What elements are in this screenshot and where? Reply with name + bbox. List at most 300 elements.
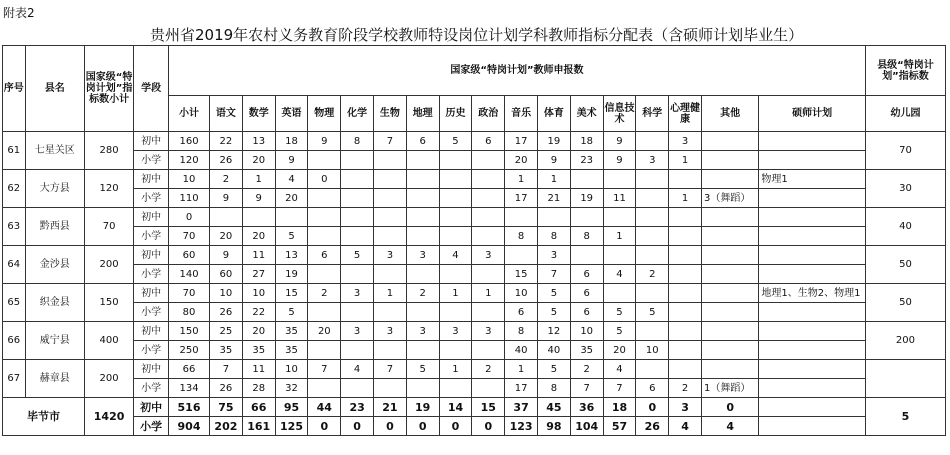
row-cell: 32	[275, 379, 308, 398]
row-cell: 22	[242, 303, 275, 322]
row-cell: 21	[537, 189, 570, 208]
total-cell: 4	[701, 417, 758, 436]
row-cell: 3	[636, 151, 669, 170]
header-subject: 政治	[472, 96, 505, 132]
row-cell: 3	[341, 284, 374, 303]
row-cell: 5	[603, 322, 636, 341]
header-subject: 心理健康	[669, 96, 702, 132]
row-cell: 8	[570, 227, 603, 246]
row-cell	[406, 303, 439, 322]
row-cell: 35	[570, 341, 603, 360]
table-title: 贵州省2019年农村义务教育阶段学校教师特设岗位计划学科教师指标分配表（含硕师计划毕业生）	[150, 26, 804, 44]
row-cell: 26	[210, 379, 243, 398]
row-cell	[669, 170, 702, 189]
table-row	[3, 265, 946, 284]
row-cell: 4	[439, 246, 472, 265]
total-cell: 0	[308, 417, 341, 436]
row-cell: 40	[505, 341, 538, 360]
row-cell: 1	[505, 360, 538, 379]
row-cell: 9	[210, 189, 243, 208]
row-cell: 11	[603, 189, 636, 208]
total-cell: 14	[439, 398, 472, 417]
total-cell: 904	[169, 417, 210, 436]
appendix-note: 附表2	[3, 6, 35, 20]
total-cell: 104	[570, 417, 603, 436]
total-name: 毕节市	[3, 398, 85, 436]
header-subject: 科学	[636, 96, 669, 132]
row-kindergarten: 50	[865, 246, 945, 284]
row-cell: 10	[505, 284, 538, 303]
row-cell: 250	[169, 341, 210, 360]
row-cell: 6	[472, 132, 505, 151]
row-cell	[570, 246, 603, 265]
row-cell: 1	[439, 360, 472, 379]
row-cell	[439, 227, 472, 246]
row-cell: 9	[242, 189, 275, 208]
row-cell	[439, 151, 472, 170]
total-cell: 23	[341, 398, 374, 417]
row-cell: 7	[210, 360, 243, 379]
total-cell: 26	[636, 417, 669, 436]
row-stage: 初中	[134, 208, 169, 227]
row-stage: 小学	[134, 189, 169, 208]
header-subject: 信息技术	[603, 96, 636, 132]
total-quota: 1420	[84, 398, 133, 436]
table-row	[3, 189, 946, 208]
total-stage: 小学	[134, 417, 169, 436]
row-cell: 5	[406, 360, 439, 379]
row-cell: 2	[636, 265, 669, 284]
row-cell	[759, 246, 866, 265]
row-seq: 67	[3, 360, 26, 398]
row-cell	[701, 151, 758, 170]
row-cell	[603, 284, 636, 303]
row-cell	[472, 189, 505, 208]
total-cell: 0	[636, 398, 669, 417]
row-cell: 8	[505, 227, 538, 246]
row-cell	[636, 246, 669, 265]
row-stage: 初中	[134, 360, 169, 379]
header-subject: 体育	[537, 96, 570, 132]
total-cell: 0	[406, 417, 439, 436]
row-cell	[374, 265, 407, 284]
row-cell	[374, 208, 407, 227]
row-stage: 小学	[134, 227, 169, 246]
row-cell: 20	[308, 322, 341, 341]
header-subject: 其他	[701, 96, 758, 132]
total-cell	[759, 417, 866, 436]
row-county-name: 织金县	[25, 284, 84, 322]
row-cell: 22	[210, 132, 243, 151]
row-cell	[669, 284, 702, 303]
row-cell	[701, 246, 758, 265]
header-subject: 生物	[374, 96, 407, 132]
row-cell	[636, 170, 669, 189]
header-county: 县名	[25, 46, 84, 132]
row-cell: 5	[537, 360, 570, 379]
table-row	[3, 303, 946, 322]
total-row	[3, 417, 946, 436]
row-cell: 10	[210, 284, 243, 303]
row-cell	[374, 170, 407, 189]
total-cell: 37	[505, 398, 538, 417]
row-cell: 1（舞蹈）	[701, 379, 758, 398]
row-cell	[406, 227, 439, 246]
row-stage: 初中	[134, 246, 169, 265]
row-quota: 120	[84, 170, 133, 208]
row-cell: 6	[636, 379, 669, 398]
row-cell: 0	[169, 208, 210, 227]
table-row	[3, 208, 946, 227]
row-cell: 35	[242, 341, 275, 360]
row-cell	[603, 170, 636, 189]
row-cell	[472, 170, 505, 189]
row-cell: 15	[505, 265, 538, 284]
row-cell: 3	[537, 246, 570, 265]
row-cell	[341, 151, 374, 170]
row-cell: 18	[570, 132, 603, 151]
row-cell	[472, 265, 505, 284]
row-cell	[759, 227, 866, 246]
row-cell	[242, 208, 275, 227]
row-cell: 6	[406, 132, 439, 151]
row-seq: 66	[3, 322, 26, 360]
row-seq: 63	[3, 208, 26, 246]
row-cell: 40	[537, 341, 570, 360]
row-cell: 5	[603, 303, 636, 322]
header-subject: 数学	[242, 96, 275, 132]
row-cell: 3（舞蹈）	[701, 189, 758, 208]
row-cell: 3	[439, 322, 472, 341]
row-cell: 19	[570, 189, 603, 208]
row-cell: 3	[406, 322, 439, 341]
row-cell: 35	[275, 322, 308, 341]
row-cell	[439, 265, 472, 284]
header-stage: 学段	[134, 46, 169, 132]
row-cell: 5	[636, 303, 669, 322]
row-cell: 1	[439, 284, 472, 303]
row-cell: 110	[169, 189, 210, 208]
quota-table	[2, 45, 946, 436]
row-cell	[374, 151, 407, 170]
row-cell	[308, 208, 341, 227]
row-cell: 2	[308, 284, 341, 303]
row-cell	[701, 170, 758, 189]
header-subject: 英语	[275, 96, 308, 132]
row-cell	[701, 322, 758, 341]
row-cell	[759, 265, 866, 284]
row-cell: 10	[636, 341, 669, 360]
row-seq: 64	[3, 246, 26, 284]
row-stage: 初中	[134, 132, 169, 151]
row-cell: 17	[505, 379, 538, 398]
row-cell	[759, 322, 866, 341]
row-county-name: 黔西县	[25, 208, 84, 246]
total-cell: 19	[406, 398, 439, 417]
row-cell: 6	[570, 265, 603, 284]
row-cell: 17	[505, 189, 538, 208]
row-cell	[374, 189, 407, 208]
row-cell	[341, 208, 374, 227]
row-kindergarten: 30	[865, 170, 945, 208]
total-cell: 21	[374, 398, 407, 417]
row-cell: 150	[169, 322, 210, 341]
table-row	[3, 322, 946, 341]
header-subject: 化学	[341, 96, 374, 132]
row-cell	[472, 379, 505, 398]
row-cell: 7	[374, 360, 407, 379]
row-county-name: 大方县	[25, 170, 84, 208]
table-row	[3, 341, 946, 360]
row-cell	[472, 151, 505, 170]
row-cell	[537, 208, 570, 227]
row-cell: 3	[341, 322, 374, 341]
row-cell	[669, 303, 702, 322]
row-cell: 20	[242, 151, 275, 170]
row-kindergarten: 40	[865, 208, 945, 246]
row-quota: 200	[84, 360, 133, 398]
row-cell: 地理1、生物2、物理1	[759, 284, 866, 303]
row-cell: 物理1	[759, 170, 866, 189]
row-stage: 小学	[134, 265, 169, 284]
row-cell	[669, 227, 702, 246]
row-cell	[439, 379, 472, 398]
row-cell	[308, 151, 341, 170]
row-cell: 7	[570, 379, 603, 398]
row-cell: 9	[308, 132, 341, 151]
total-cell: 161	[242, 417, 275, 436]
row-cell: 7	[603, 379, 636, 398]
row-cell: 0	[308, 170, 341, 189]
row-cell: 5	[275, 303, 308, 322]
row-cell	[701, 265, 758, 284]
row-cell	[374, 227, 407, 246]
row-kindergarten: 50	[865, 284, 945, 322]
row-cell	[472, 341, 505, 360]
row-cell: 6	[308, 246, 341, 265]
total-cell: 44	[308, 398, 341, 417]
row-cell: 70	[169, 284, 210, 303]
row-cell: 1	[242, 170, 275, 189]
row-kindergarten: 70	[865, 132, 945, 170]
row-cell	[759, 379, 866, 398]
row-quota: 70	[84, 208, 133, 246]
row-cell	[210, 208, 243, 227]
row-cell	[406, 151, 439, 170]
row-cell	[341, 303, 374, 322]
row-cell	[759, 189, 866, 208]
row-cell	[406, 208, 439, 227]
row-cell: 27	[242, 265, 275, 284]
row-cell: 20	[210, 227, 243, 246]
row-quota: 400	[84, 322, 133, 360]
header-subject: 历史	[439, 96, 472, 132]
total-cell: 0	[472, 417, 505, 436]
row-cell: 11	[242, 246, 275, 265]
row-quota: 200	[84, 246, 133, 284]
row-cell: 10	[242, 284, 275, 303]
header-national-group: 国家级“特岗计划”教师申报数	[169, 46, 866, 96]
row-cell	[669, 322, 702, 341]
row-stage: 初中	[134, 322, 169, 341]
row-cell	[759, 151, 866, 170]
row-quota: 150	[84, 284, 133, 322]
row-cell: 1	[603, 227, 636, 246]
row-cell: 7	[308, 360, 341, 379]
row-cell	[308, 341, 341, 360]
row-cell: 5	[341, 246, 374, 265]
row-cell: 6	[570, 303, 603, 322]
row-cell	[505, 246, 538, 265]
row-cell: 10	[275, 360, 308, 379]
table-row	[3, 284, 946, 303]
row-cell: 20	[242, 227, 275, 246]
row-cell	[603, 246, 636, 265]
total-cell: 3	[669, 398, 702, 417]
row-county-name: 赫章县	[25, 360, 84, 398]
row-stage: 初中	[134, 284, 169, 303]
header-subject: 语文	[210, 96, 243, 132]
row-cell: 2	[570, 360, 603, 379]
row-cell: 3	[472, 322, 505, 341]
row-kindergarten	[865, 360, 945, 398]
total-cell: 57	[603, 417, 636, 436]
header-county-group: 县级“特岗计划”指标数	[865, 46, 945, 96]
row-cell	[701, 284, 758, 303]
row-cell: 8	[341, 132, 374, 151]
row-cell	[636, 322, 669, 341]
total-cell	[759, 398, 866, 417]
header-subject: 物理	[308, 96, 341, 132]
row-cell: 18	[275, 132, 308, 151]
row-cell	[636, 208, 669, 227]
row-stage: 小学	[134, 341, 169, 360]
row-cell: 3	[669, 132, 702, 151]
row-seq: 62	[3, 170, 26, 208]
row-cell	[275, 208, 308, 227]
header-seq: 序号	[3, 46, 26, 132]
total-cell: 95	[275, 398, 308, 417]
row-cell	[669, 246, 702, 265]
row-cell	[406, 265, 439, 284]
row-cell	[308, 379, 341, 398]
total-cell: 45	[537, 398, 570, 417]
table-row	[3, 227, 946, 246]
row-cell: 1	[537, 170, 570, 189]
row-cell	[308, 265, 341, 284]
total-cell: 123	[505, 417, 538, 436]
header-row-1	[3, 46, 946, 96]
row-cell	[341, 341, 374, 360]
row-cell: 9	[210, 246, 243, 265]
row-cell	[701, 208, 758, 227]
row-cell	[308, 303, 341, 322]
row-cell: 9	[603, 132, 636, 151]
total-cell: 18	[603, 398, 636, 417]
row-cell	[701, 303, 758, 322]
row-cell: 134	[169, 379, 210, 398]
header-subject: 音乐	[505, 96, 538, 132]
row-cell	[439, 341, 472, 360]
row-cell: 8	[537, 379, 570, 398]
total-cell: 0	[701, 398, 758, 417]
row-cell	[341, 379, 374, 398]
row-cell: 26	[210, 303, 243, 322]
row-cell: 60	[169, 246, 210, 265]
row-cell	[374, 303, 407, 322]
total-cell: 98	[537, 417, 570, 436]
row-cell: 20	[505, 151, 538, 170]
total-cell: 0	[374, 417, 407, 436]
table-body	[3, 46, 946, 436]
row-cell: 7	[537, 265, 570, 284]
row-cell: 4	[603, 265, 636, 284]
row-cell: 10	[570, 322, 603, 341]
row-cell: 5	[537, 284, 570, 303]
row-cell	[341, 189, 374, 208]
row-cell: 12	[537, 322, 570, 341]
row-stage: 小学	[134, 151, 169, 170]
row-cell: 3	[472, 246, 505, 265]
row-cell: 1	[505, 170, 538, 189]
row-cell: 23	[570, 151, 603, 170]
row-cell	[406, 341, 439, 360]
row-cell	[636, 132, 669, 151]
row-cell: 35	[210, 341, 243, 360]
total-cell: 125	[275, 417, 308, 436]
row-cell: 11	[242, 360, 275, 379]
row-seq: 65	[3, 284, 26, 322]
row-cell	[636, 189, 669, 208]
row-cell	[472, 227, 505, 246]
row-county-name: 威宁县	[25, 322, 84, 360]
row-cell: 70	[169, 227, 210, 246]
row-cell: 25	[210, 322, 243, 341]
row-cell: 3	[406, 246, 439, 265]
row-cell: 4	[341, 360, 374, 379]
row-cell: 1	[374, 284, 407, 303]
header-subject: 美术	[570, 96, 603, 132]
row-cell: 60	[210, 265, 243, 284]
row-cell	[439, 189, 472, 208]
total-cell: 0	[439, 417, 472, 436]
row-cell	[439, 303, 472, 322]
row-cell	[669, 360, 702, 379]
row-cell	[669, 265, 702, 284]
header-kindergarten: 幼儿园	[865, 96, 945, 132]
row-cell	[472, 208, 505, 227]
row-cell: 5	[275, 227, 308, 246]
total-cell: 4	[669, 417, 702, 436]
total-row	[3, 398, 946, 417]
row-cell: 5	[537, 303, 570, 322]
row-cell	[603, 208, 636, 227]
row-cell: 6	[505, 303, 538, 322]
row-cell: 13	[242, 132, 275, 151]
row-cell: 7	[374, 132, 407, 151]
row-cell	[759, 132, 866, 151]
row-cell	[701, 132, 758, 151]
row-cell	[759, 360, 866, 379]
header-national-quota: 国家级“特岗计划”指标数小计	[84, 46, 133, 132]
row-cell: 8	[537, 227, 570, 246]
row-cell	[759, 303, 866, 322]
row-cell: 2	[406, 284, 439, 303]
row-cell	[505, 208, 538, 227]
row-cell	[570, 170, 603, 189]
row-cell	[308, 189, 341, 208]
row-cell: 15	[275, 284, 308, 303]
